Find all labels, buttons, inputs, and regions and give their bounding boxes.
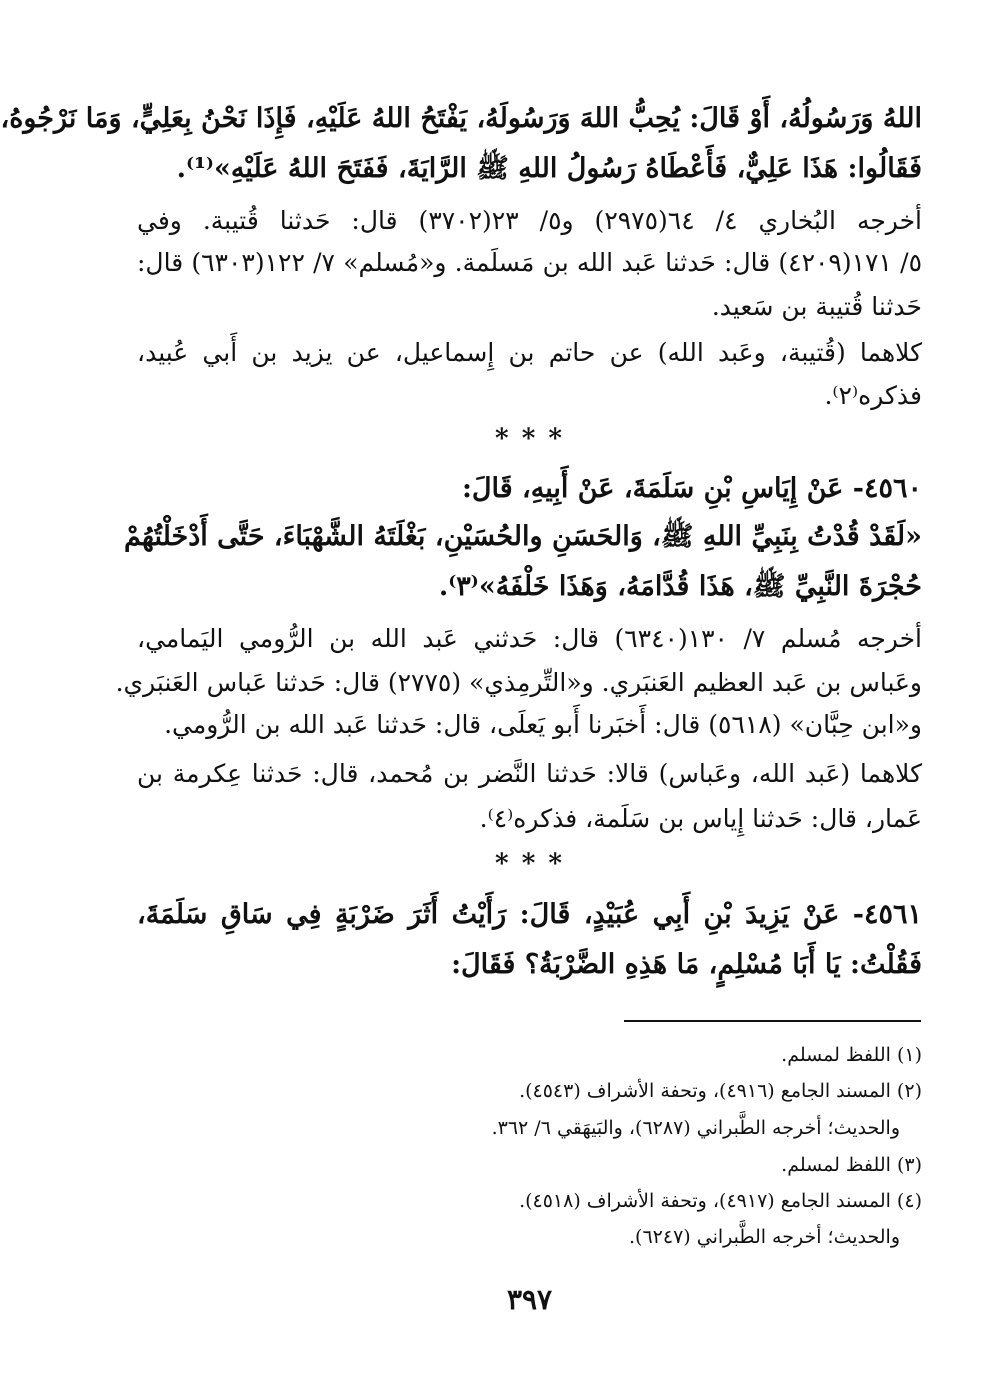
section-separator: * * *	[495, 849, 564, 879]
footnote-item: (١) اللفظ لمسلم.	[781, 1044, 922, 1066]
footnote-continuation: والحديث؛ أخرجه الطَّبراني (٦٢٤٧).	[629, 1226, 900, 1248]
footnote-continuation: والحديث؛ أخرجه الطَّبراني (٦٢٨٧)، والبَيهَقي ٦/ ٣٦٢.	[491, 1117, 900, 1139]
hadith-text-line: «لَقَدْ قُدْتُ بِنَبِيِّ اللهِ ﷺ، وَالحَسَنِ والحُسَيْنِ، بَغْلَتَهُ الشَّهْبَاءَ، حَتَّى أَدْخَلْتُهُمْ	[124, 521, 922, 552]
hadith-text-line: فَقَالُوا: هَذَا عَلِيٌّ، فَأَعْطَاهُ رَسُولُ اللهِ ﷺ الرَّايَةَ، فَفَتَحَ اللهُ عَلَيْهِ»⁽¹⁾.	[176, 153, 922, 184]
page-number: ٣٩٧	[506, 1283, 553, 1316]
footnote-item: (٢) المسند الجامع (٤٩١٦)، وتحفة الأشراف (٤٥٤٣).	[519, 1080, 922, 1102]
footnote-item: (٤) المسند الجامع (٤٩١٧)، وتحفة الأشراف (٤٥١٨).	[519, 1190, 922, 1212]
takhrij-line: أخرجه مُسلم ٧/ ١٣٠(٦٣٤٠) قال: حَدثني عَبد الله بن الرُّومي اليَمامي،	[137, 624, 922, 653]
isnad-line: فذكره⁽٢⁾.	[824, 381, 922, 410]
footnote-item: (٣) اللفظ لمسلم.	[781, 1154, 922, 1176]
takhrij-line: أخرجه البُخاري ٤/ ٦٤(٢٩٧٥) و٥/ ٢٣(٣٧٠٢) قال: حَدثنا قُتيبة. وفي	[137, 206, 923, 235]
takhrij-line: ٥/ ١٧١(٤٢٠٩) قال: حَدثنا عَبد الله بن مَسلَمة. و«مُسلم» ٧/ ١٢٢(٦٣٠٣) قال:	[137, 248, 922, 277]
isnad-line: كلاهما (قُتيبة، وعَبد الله) عن حاتم بن إِسماعيل، عن يزيد بن أَبي عُبيد،	[137, 338, 922, 367]
hadith-text-line: فَقُلْتُ: يَا أَبَا مُسْلِمٍ، مَا هَذِهِ الضَّرْبَةُ؟ فَقَالَ:	[451, 949, 922, 980]
takhrij-line: و«ابن حِبَّان» (٥٦١٨) قال: أَخبَرنا أَبو يَعلَى، قال: حَدثنا عَبد الله بن الرُّومي.	[164, 710, 922, 739]
footnote-divider	[624, 1020, 921, 1022]
hadith-text-line: حُجْرَةَ النَّبِيِّ ﷺ، هَذَا قُدَّامَهُ، وَهَذَا خَلْفَهُ»⁽٣⁾.	[438, 571, 922, 602]
takhrij-line: حَدثنا قُتيبة بن سَعيد.	[711, 292, 922, 321]
takhrij-line: وعَباس بن عَبد العظيم العَنبَري. و«التِّرمِذي» (٢٧٧٥) قال: حَدثنا عَباس العَنبَري.	[115, 668, 922, 697]
hadith-heading-4560: ٤٥٦٠- عَنْ إِيَاسِ بْنِ سَلَمَةَ، عَنْ أَبِيهِ، قَالَ:	[461, 473, 922, 504]
isnad-line: عَمار، قال: حَدثنا إِياس بن سَلَمة، فذكره⁽٤⁾.	[479, 804, 922, 833]
hadith-heading-4561: ٤٥٦١- عَنْ يَزِيدَ بْنِ أَبِي عُبَيْدٍ، قَالَ: رَأَيْتُ أَثَرَ ضَرْبَةٍ فِي سَاقِ سَلَمَةَ،	[137, 899, 922, 930]
isnad-line: كلاهما (عَبد الله، وعَباس) قالا: حَدثنا النَّضر بن مُحمد، قال: حَدثنا عِكرمة بن	[137, 759, 922, 788]
hadith-text-line: اللهُ وَرَسُولُهُ، أَوْ قَالَ: يُحِبُّ اللهَ وَرَسُولَهُ، يَفْتَحُ اللهُ عَلَيْهِ، فَإِذَا نَحْنُ بِعَلِيٍّ، وَمَا نَرْجُوهُ،	[0, 103, 922, 134]
section-separator: * * *	[495, 424, 564, 454]
